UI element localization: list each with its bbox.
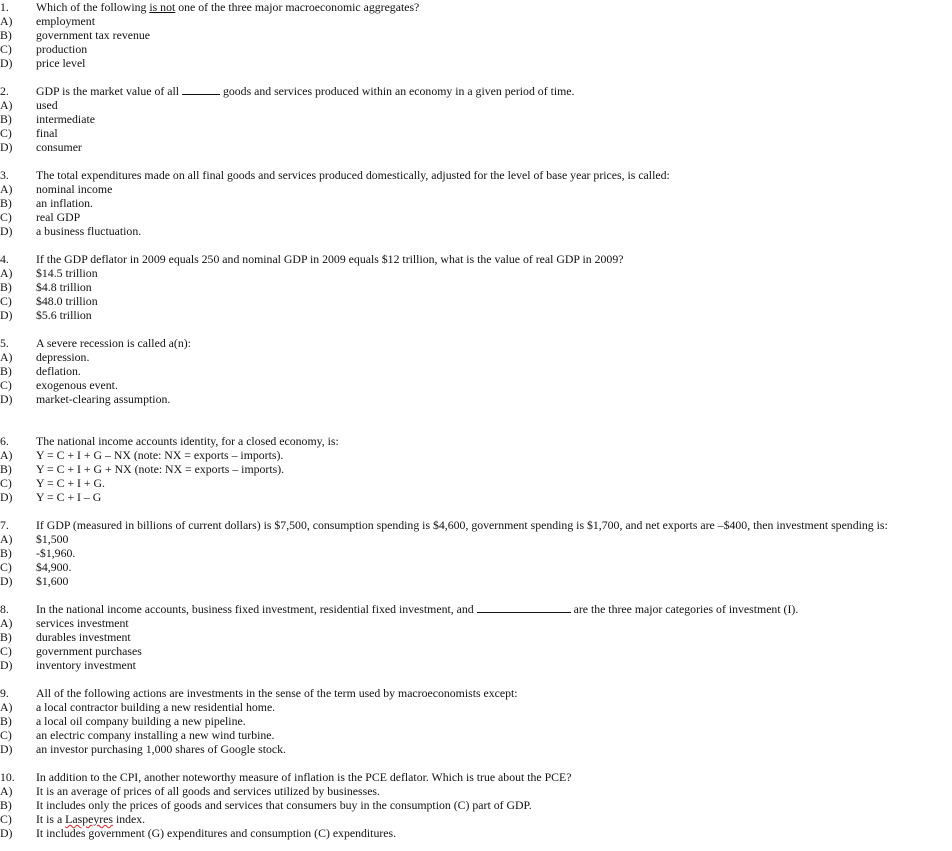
option-b: B) -$1,960. — [0, 546, 76, 560]
option-a: A) services investment — [0, 616, 129, 630]
question-number: 2. — [0, 84, 9, 98]
option-d: D) an investor purchasing 1,000 shares of Google stock. — [0, 742, 286, 756]
question-number: 3. — [0, 168, 9, 182]
option-a: A) Y = C + I + G – NX (note: NX = exports – imports). — [0, 448, 284, 462]
option-d: D) consumer — [0, 140, 82, 154]
option-a: A) used — [0, 98, 58, 112]
question-number: 9. — [0, 686, 9, 700]
option-b: B) durables investment — [0, 630, 131, 644]
option-d: D) market-clearing assumption. — [0, 392, 171, 406]
option-a: A) employment — [0, 14, 95, 28]
question-number: 6. — [0, 434, 9, 448]
option-c: C) $4,900. — [0, 560, 72, 574]
spellcheck-word: Laspeyres — [65, 812, 113, 826]
option-c: C) final — [0, 126, 58, 140]
option-c: C) production — [0, 42, 88, 56]
option-d: D) Y = C + I – G — [0, 490, 102, 504]
question-number: 8. — [0, 602, 9, 616]
option-b: B) Y = C + I + G + NX (note: NX = exports – imports). — [0, 462, 285, 476]
option-a: A) nominal income — [0, 182, 113, 196]
option-b: B) government tax revenue — [0, 28, 150, 42]
fill-blank — [477, 602, 571, 613]
option-b: B) an inflation. — [0, 196, 94, 210]
option-b: B) intermediate — [0, 112, 95, 126]
question-number: 1. — [0, 0, 9, 14]
option-c: C) Y = C + I + G. — [0, 476, 106, 490]
option-b: B) a local oil company building a new pipeline. — [0, 714, 246, 728]
option-b: B) $4.8 trillion — [0, 280, 92, 294]
question-number: 4. — [0, 252, 9, 266]
question-stem: If the GDP deflator in 2009 equals 250 and nominal GDP in 2009 equals $12 trillion, what is the value of real GDP in 2009? — [36, 252, 624, 266]
option-d: D) $5.6 trillion — [0, 308, 92, 322]
question-stem: The total expenditures made on all final goods and services produced domestically, adjusted for the level of base year prices, is called: — [36, 168, 670, 182]
question-stem: The national income accounts identity, for a closed economy, is: — [36, 434, 339, 448]
question-number: 10. — [0, 770, 15, 784]
question-stem: GDP is the market value of all goods and services produced within an economy in a given period of time. — [36, 84, 575, 98]
option-b: B) deflation. — [0, 364, 81, 378]
question-number: 5. — [0, 336, 9, 350]
option-a: A) $1,500 — [0, 532, 69, 546]
option-d: D) It includes government (G) expenditures and consumption (C) expenditures. — [0, 826, 397, 840]
option-c: C) real GDP — [0, 210, 81, 224]
option-c: C) It is a Laspeyres index. — [0, 812, 146, 826]
option-b: B) It includes only the prices of goods and services that consumers buy in the consumption (C) part of GDP. — [0, 798, 532, 812]
question-4 — [0, 252, 952, 322]
question-6 — [0, 434, 952, 504]
question-stem: In addition to the CPI, another noteworthy measure of inflation is the PCE deflator. Which is true about the PCE? — [36, 770, 572, 784]
option-a: A) It is an average of prices of all goods and services utilized by businesses. — [0, 784, 380, 798]
option-c: C) government purchases — [0, 644, 142, 658]
option-a: A) a local contractor building a new residential home. — [0, 700, 276, 714]
question-stem: Which of the following is not one of the three major macroeconomic aggregates? — [36, 0, 420, 14]
question-stem: All of the following actions are investments in the sense of the term used by macroeconomists except: — [36, 686, 518, 700]
question-stem: In the national income accounts, business fixed investment, residential fixed investment, and are the three major categories of investment (I). — [36, 602, 799, 616]
option-d: D) $1,600 — [0, 574, 69, 588]
option-c: C) an electric company installing a new wind turbine. — [0, 728, 275, 742]
question-1 — [0, 0, 952, 70]
option-c: C) exogenous event. — [0, 378, 118, 392]
option-c: C) $48.0 trillion — [0, 294, 98, 308]
question-number: 7. — [0, 518, 9, 532]
question-10 — [0, 770, 952, 840]
question-3 — [0, 168, 952, 238]
option-a: A) $14.5 trillion — [0, 266, 98, 280]
question-5 — [0, 336, 952, 406]
option-d: D) inventory investment — [0, 658, 136, 672]
question-9 — [0, 686, 952, 756]
question-2 — [0, 84, 952, 154]
option-d: D) price level — [0, 56, 86, 70]
question-stem: If GDP (measured in billions of current dollars) is $7,500, consumption spending is $4,600, government spending is $1,700, and net exports are –$400, then investment spending is: — [36, 518, 888, 532]
question-7 — [0, 518, 952, 588]
option-a: A) depression. — [0, 350, 90, 364]
question-stem: A severe recession is called a(n): — [36, 336, 191, 350]
question-8 — [0, 602, 952, 672]
option-d: D) a business fluctuation. — [0, 224, 142, 238]
fill-blank — [182, 84, 220, 95]
